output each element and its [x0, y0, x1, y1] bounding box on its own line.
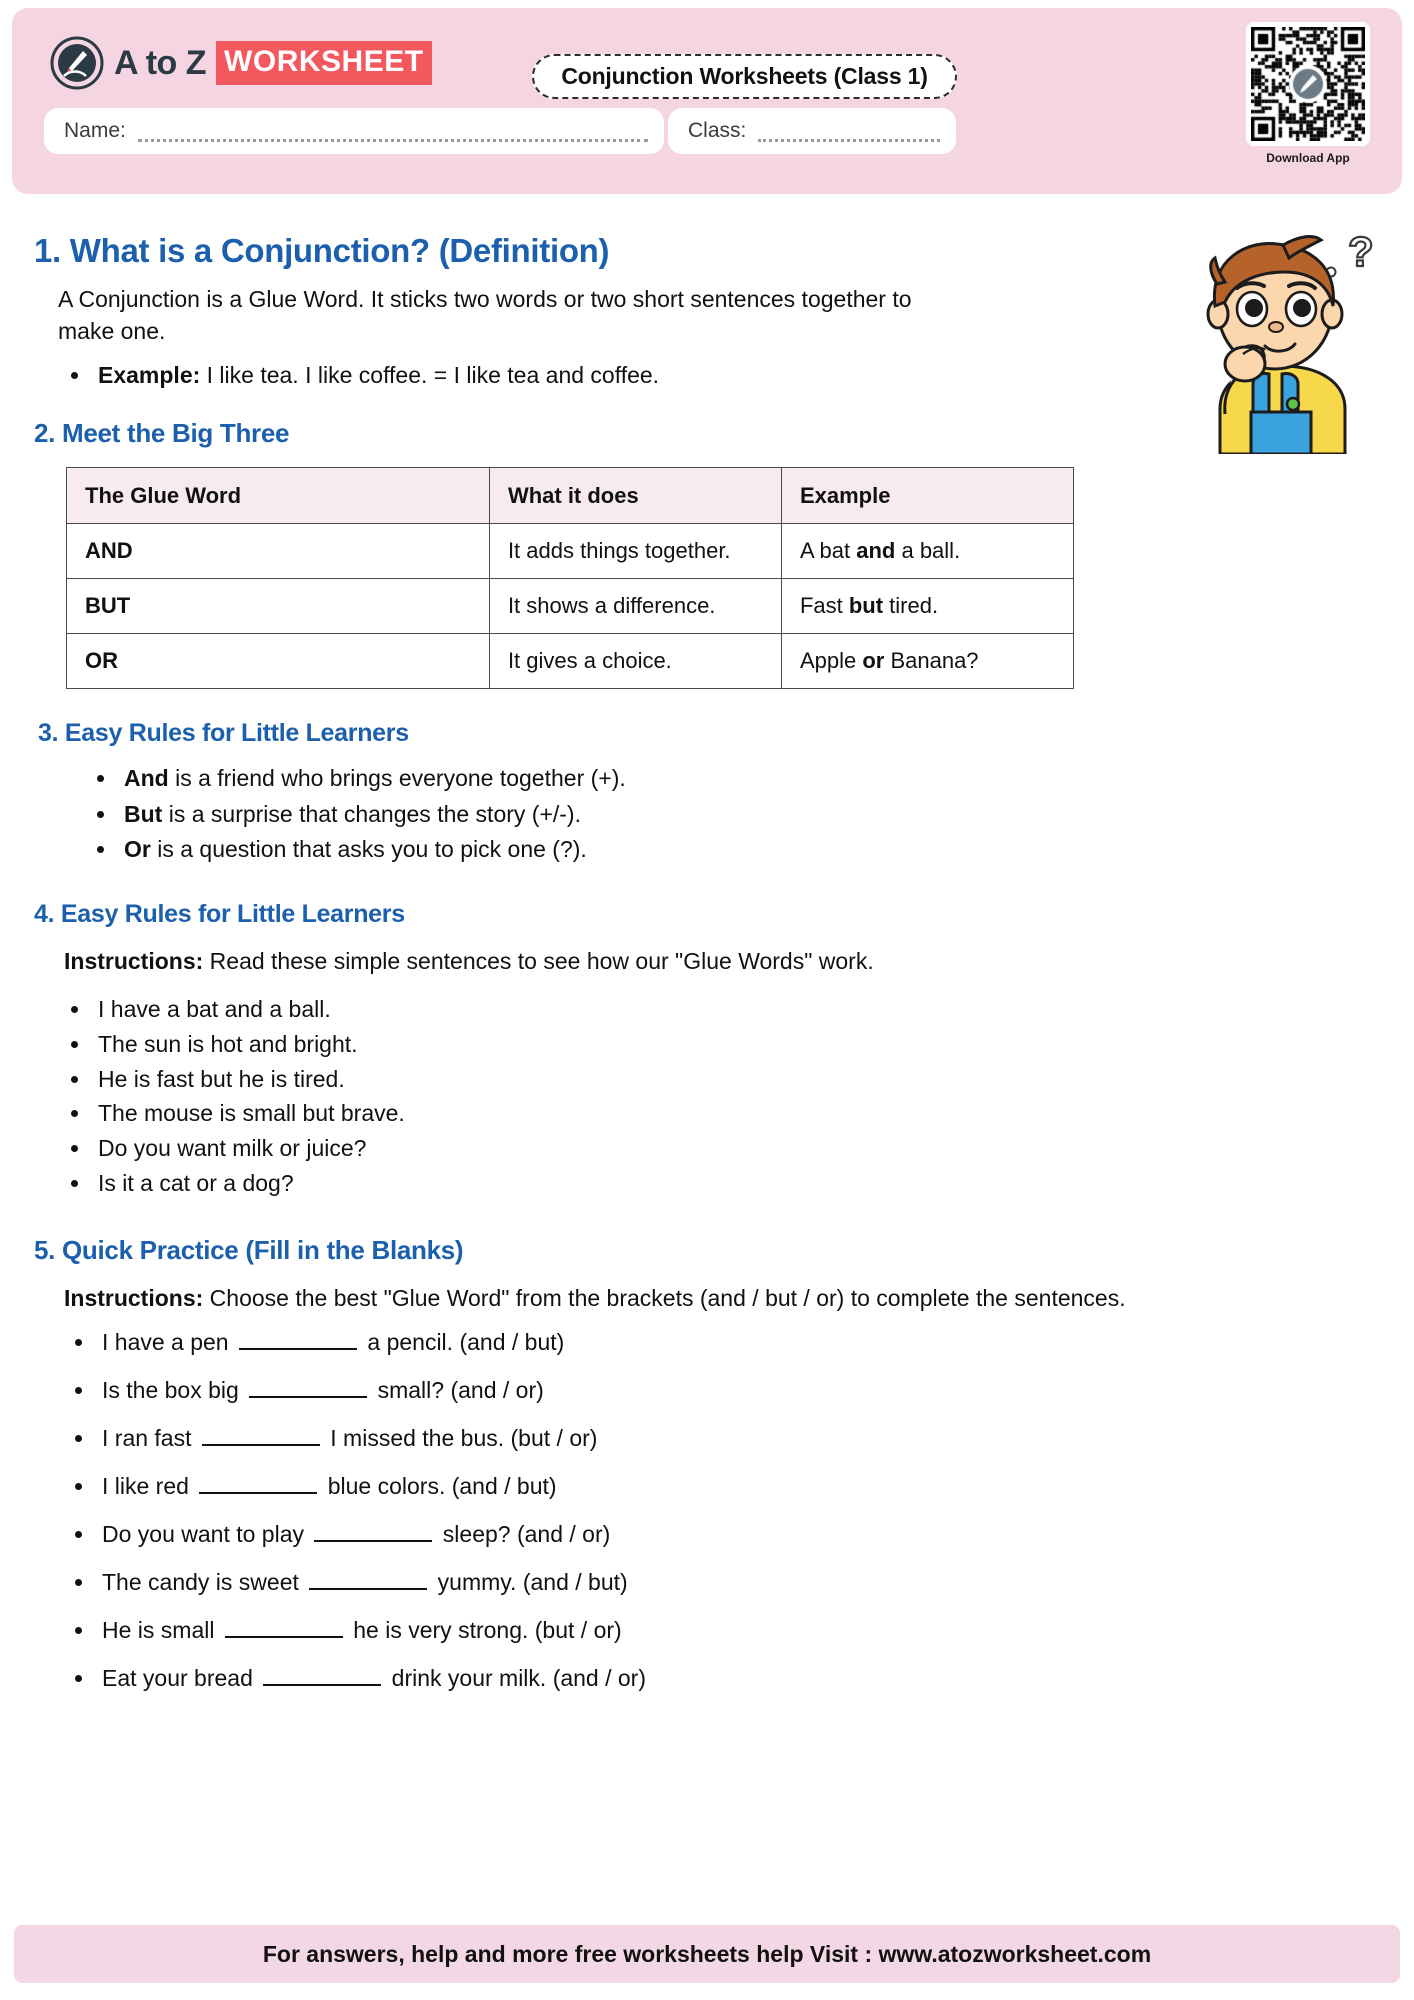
col-header-glue-word: The Glue Word — [67, 468, 490, 524]
answer-blank[interactable] — [249, 1380, 367, 1398]
list-item: • I like red blue colors. (and / but) — [96, 1472, 1414, 1502]
col-header-example: Example — [781, 468, 1073, 524]
page-footer — [14, 1925, 1400, 1983]
easy-rules-list — [118, 762, 1414, 866]
instructions-label: Instructions: — [64, 1285, 204, 1312]
list-item: • Is the box big small? (and / or) — [96, 1376, 1414, 1406]
definition-example-list — [92, 359, 1414, 392]
list-item: • The sun is hot and bright. — [92, 1028, 1414, 1061]
list-item: • He is small he is very strong. (but / or) — [96, 1616, 1414, 1646]
list-item: • And is a friend who brings everyone together (+). — [118, 762, 1414, 795]
table-row — [67, 634, 1074, 689]
section-2-heading: 2. Meet the Big Three — [34, 418, 290, 449]
instructions-label: Instructions: — [64, 948, 204, 975]
section-1-heading: 1. What is a Conjunction? (Definition) — [34, 232, 610, 269]
worksheet-body — [0, 196, 1414, 1712]
table-head — [67, 468, 1074, 524]
list-item: • Or is a question that asks you to pick one (?). — [118, 833, 1414, 866]
list-item: • He is fast but he is tired. — [92, 1063, 1414, 1096]
class-writing-line — [758, 139, 940, 142]
list-item: • The mouse is small but brave. — [92, 1097, 1414, 1130]
class-field[interactable] — [668, 108, 956, 154]
section-5-heading: 5. Quick Practice (Fill in the Blanks) — [34, 1235, 464, 1266]
example-sentences-list — [92, 993, 1414, 1199]
brand-atoz-text: A to Z — [114, 44, 207, 82]
cell-example: A bat and a ball. — [781, 524, 1073, 579]
list-item: • Is it a cat or a dog? — [92, 1167, 1414, 1200]
name-field[interactable] — [44, 108, 664, 154]
list-item — [92, 359, 1414, 392]
answer-blank[interactable] — [225, 1620, 343, 1638]
qr-code-box[interactable] — [1246, 22, 1370, 146]
section-3-heading: 3. Easy Rules for Little Learners — [38, 719, 409, 748]
definition-paragraph: A Conjunction is a Glue Word. It sticks two words or two short sentences together to make one. — [58, 286, 912, 344]
class-label: Class: — [688, 119, 747, 142]
answer-blank[interactable] — [202, 1428, 320, 1446]
answer-blank[interactable] — [239, 1332, 357, 1350]
table-row — [67, 524, 1074, 579]
worksheet-title-badge — [532, 54, 957, 99]
name-writing-line — [138, 139, 648, 142]
page-header — [12, 8, 1402, 194]
list-item: • I ran fast I missed the bus. (but / or) — [96, 1424, 1414, 1454]
cell-what-it-does: It shows a difference. — [489, 579, 781, 634]
cell-glue-word: BUT — [67, 579, 490, 634]
table-row — [67, 579, 1074, 634]
list-item: • The candy is sweet yummy. (and / but) — [96, 1568, 1414, 1598]
list-item: • I have a bat and a ball. — [92, 993, 1414, 1026]
list-item: • Do you want milk or juice? — [92, 1132, 1414, 1165]
col-header-what-it-does: What it does — [489, 468, 781, 524]
example-label: Example: — [98, 362, 201, 389]
answer-blank[interactable] — [199, 1476, 317, 1494]
atoz-pen-circle-icon — [50, 36, 104, 90]
qr-caption: Download App — [1266, 151, 1350, 165]
table-header-row — [67, 468, 1074, 524]
name-label: Name: — [64, 119, 126, 142]
list-item: • I have a pen a pencil. (and / but) — [96, 1328, 1414, 1358]
instructions-text: Choose the best "Glue Word" from the brackets (and / but / or) to complete the sentences. — [203, 1285, 1126, 1312]
section-4-heading: 4. Easy Rules for Little Learners — [34, 900, 405, 929]
svg-text:?: ? — [1348, 228, 1374, 275]
qr-code-icon — [1251, 27, 1365, 141]
cell-example: Fast but tired. — [781, 579, 1073, 634]
section-4-instructions — [64, 945, 1264, 977]
list-item: • Do you want to play sleep? (and / or) — [96, 1520, 1414, 1550]
cell-what-it-does: It gives a choice. — [489, 634, 781, 689]
cell-example: Apple or Banana? — [781, 634, 1073, 689]
brand-logo — [50, 36, 432, 90]
fill-in-blanks-list — [96, 1328, 1414, 1693]
example-text: I like tea. I like coffee. = I like tea and coffee. — [200, 362, 660, 389]
footer-text: For answers, help and more free worksheets help Visit : www.atozworksheet.com — [262, 1940, 1152, 1967]
instructions-text: Read these simple sentences to see how our "Glue Words" work. — [203, 948, 874, 975]
table-body — [67, 524, 1074, 689]
answer-blank[interactable] — [263, 1668, 381, 1686]
page-title: Conjunction Worksheets (Class 1) — [561, 63, 928, 89]
cell-what-it-does: It adds things together. — [489, 524, 781, 579]
answer-blank[interactable] — [314, 1524, 432, 1542]
section-5-instructions — [64, 1282, 1264, 1314]
list-item: • Eat your bread drink your milk. (and / or) — [96, 1664, 1414, 1694]
list-item: • But is a surprise that changes the story (+/-). — [118, 798, 1414, 831]
glue-words-table — [66, 467, 1074, 689]
cell-glue-word: AND — [67, 524, 490, 579]
brand-worksheet-text: WORKSHEET — [216, 41, 432, 85]
qr-download-block[interactable] — [1246, 22, 1370, 165]
cell-glue-word: OR — [67, 634, 490, 689]
answer-blank[interactable] — [309, 1572, 427, 1590]
